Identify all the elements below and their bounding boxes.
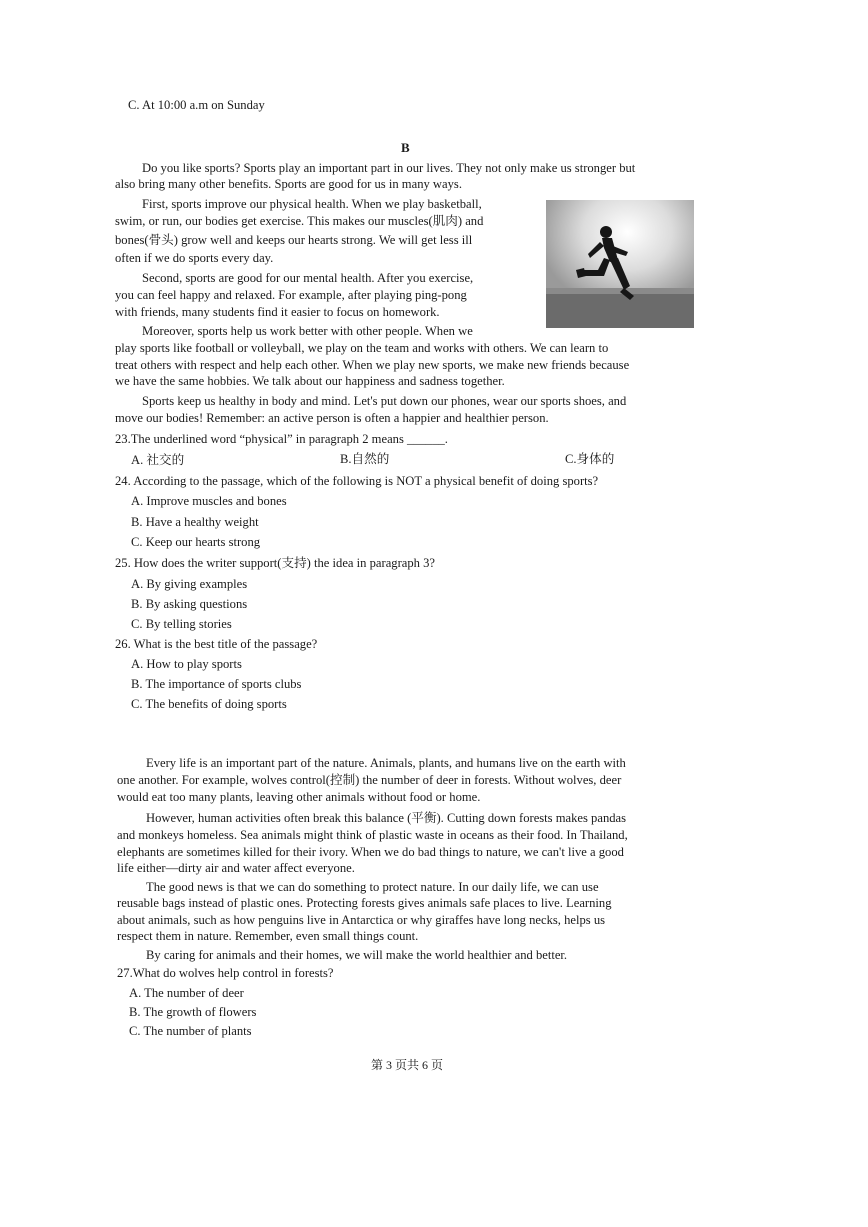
passage-c-para2-line: and monkeys homeless. Sea animals might think of plastic waste in oceans as their food. In Thailand, [117,828,628,842]
passage-c-para3-line: The good news is that we can do something to protect nature. In our daily life, we can use [146,880,599,894]
runner-silhouette-icon [546,200,694,328]
question-23-option-a[interactable]: A. 社交的 [131,453,185,467]
question-27-option-c[interactable]: C. The number of plants [129,1024,252,1038]
question-24-option-c[interactable]: C. Keep our hearts strong [131,535,261,549]
question-24-option-b[interactable]: B. Have a healthy weight [131,515,259,529]
question-24-option-a[interactable]: A. Improve muscles and bones [131,494,287,508]
question-23-option-b[interactable]: B.自然的 [340,452,390,466]
passage-b-para5-line: Sports keep us healthy in body and mind. Let's put down our phones, wear our sports shoes, and [142,394,627,408]
passage-c-para3-line: respect them in nature. Remember, even small things count. [117,929,419,943]
passage-c-para4-line: By caring for animals and their homes, we will make the world healthier and better. [146,948,568,962]
runner-photo-icon [546,200,694,328]
question-23-option-c[interactable]: C.身体的 [565,452,615,466]
passage-c-para2-line: life either—dirty air and water affect everyone. [117,861,355,875]
question-25-option-c[interactable]: C. By telling stories [131,617,232,631]
passage-b-para2-line: swim, or run, our bodies get exercise. This makes our muscles(肌肉) and [115,214,484,228]
question-27-stem: 27.What do wolves help control in forests? [117,966,334,980]
passage-b-para2-line: First, sports improve our physical health. When we play basketball, [142,197,482,211]
passage-b-para1-line1: Do you like sports? Sports play an important part in our lives. They not only make us stronger but [142,161,636,175]
passage-b-para4-line: treat others with respect and help each other. When we play new sports, we make new friends because [115,358,630,372]
passage-c-para1-line: would eat too many plants, leaving other animals without food or home. [117,790,481,804]
question-27-option-a[interactable]: A. The number of deer [129,986,244,1000]
passage-c-para3-line: reusable bags instead of plastic ones. Protecting forests gives animals safe places to live. Learning [117,896,612,910]
question-25-stem: 25. How does the writer support(支持) the idea in paragraph 3? [115,556,435,570]
passage-c-para2-line: elephants are sometimes killed for their ivory. When we do bad things to nature, we can't live a good [117,845,624,859]
question-23-stem: 23.The underlined word “physical” in paragraph 2 means ______. [115,432,448,446]
page-number-footer: 第 3 页共 6 页 [371,1058,444,1072]
previous-question-option-c: C. At 10:00 a.m on Sunday [128,98,265,112]
question-26-stem: 26. What is the best title of the passage? [115,637,318,651]
question-25-option-b[interactable]: B. By asking questions [131,597,248,611]
passage-b-para3-line: you can feel happy and relaxed. For example, after playing ping-pong [115,288,467,302]
question-26-option-a[interactable]: A. How to play sports [131,657,242,671]
question-24-stem: 24. According to the passage, which of the following is NOT a physical benefit of doing sports? [115,474,599,488]
passage-b-para3-line: with friends, many students find it easier to focus on homework. [115,305,440,319]
question-27-option-b[interactable]: B. The growth of flowers [129,1005,257,1019]
passage-b-para4-line: play sports like football or volleyball, we play on the team and works with others. We can learn to [115,341,609,355]
question-26-option-b[interactable]: B. The importance of sports clubs [131,677,302,691]
passage-b-para2-line: bones(骨头) grow well and keeps our hearts strong. We will get less ill [115,233,473,247]
passage-b-para4-line: Moreover, sports help us work better with other people. When we [142,324,473,338]
section-heading-b: B [401,140,410,155]
passage-b-para3-line: Second, sports are good for our mental health. After you exercise, [142,271,474,285]
passage-c-para1-line: Every life is an important part of the nature. Animals, plants, and humans live on the earth with [146,756,626,770]
passage-c-para2-line: However, human activities often break this balance (平衡). Cutting down forests makes pandas [146,811,627,825]
passage-b-para1-line2: also bring many other benefits. Sports are good for us in many ways. [115,177,462,191]
question-25-option-a[interactable]: A. By giving examples [131,577,248,591]
passage-c-para1-line: one another. For example, wolves control(控制) the number of deer in forests. Without wolves, deer [117,773,622,787]
question-26-option-c[interactable]: C. The benefits of doing sports [131,697,287,711]
passage-b-para5-line: move our bodies! Remember: an active person is often a happier and healthier person. [115,411,549,425]
passage-c-para3-line: about animals, such as how penguins live in Antarctica or why giraffes have long necks, helps us [117,913,606,927]
passage-b-para4-line: we have the same hobbies. We talk about our happiness and sadness together. [115,374,505,388]
passage-b-para2-line: often if we do sports every day. [115,251,274,265]
